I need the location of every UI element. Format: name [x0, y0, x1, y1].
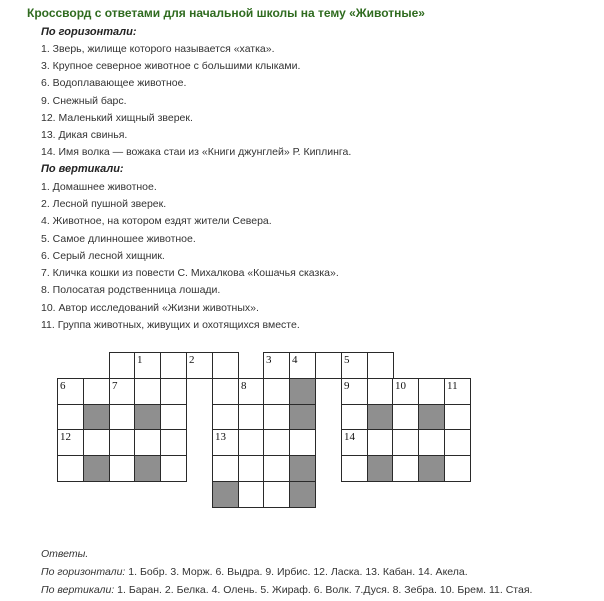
crossword-cell[interactable] — [212, 378, 239, 405]
crossword-cell[interactable] — [83, 404, 110, 431]
crossword-cell-numbered[interactable] — [57, 429, 84, 456]
answers-down-text: 1. Баран. 2. Белка. 4. Олень. 5. Жираф. 6. Волк. 7.Дуся. 8. Зебра. 10. Брем. 11. Стая. — [117, 584, 533, 596]
crossword-cell-numbered[interactable] — [212, 429, 239, 456]
crossword-cell-numbered[interactable] — [263, 352, 290, 379]
crossword-cell[interactable] — [444, 429, 471, 456]
down-clue: 4. Животное, на котором ездят жители Севера. — [41, 215, 272, 227]
crossword-cell[interactable] — [418, 378, 445, 405]
crossword-cell[interactable] — [134, 404, 161, 431]
down-clue: 5. Самое длинношее животное. — [41, 233, 196, 245]
crossword-cell-numbered[interactable] — [57, 378, 84, 405]
crossword-cell[interactable] — [367, 429, 394, 456]
crossword-cell[interactable] — [392, 429, 419, 456]
crossword-cell[interactable] — [418, 404, 445, 431]
crossword-cell[interactable] — [160, 455, 187, 482]
cell-number: 10 — [395, 380, 406, 392]
across-clue: 12. Маленький хищный зверек. — [41, 112, 193, 124]
crossword-cell[interactable] — [367, 352, 394, 379]
crossword-cell[interactable] — [160, 429, 187, 456]
cell-number: 14 — [344, 431, 355, 443]
crossword-cell[interactable] — [289, 481, 316, 508]
cell-number: 11 — [447, 380, 458, 392]
crossword-cell[interactable] — [238, 455, 265, 482]
cell-number: 7 — [112, 380, 118, 392]
crossword-cell[interactable] — [392, 455, 419, 482]
crossword-cell[interactable] — [263, 404, 290, 431]
crossword-cell-numbered[interactable] — [341, 429, 368, 456]
down-clue: 2. Лесной пушной зверек. — [41, 198, 167, 210]
cell-number: 3 — [266, 354, 272, 366]
crossword-cell[interactable] — [57, 404, 84, 431]
cell-number: 2 — [189, 354, 195, 366]
crossword-cell[interactable] — [109, 404, 136, 431]
crossword-cell[interactable] — [212, 352, 239, 379]
cell-number: 12 — [60, 431, 71, 443]
answers-down-label: По вертикали: — [41, 584, 115, 596]
crossword-cell[interactable] — [444, 455, 471, 482]
crossword-cell[interactable] — [212, 455, 239, 482]
crossword-cell[interactable] — [83, 378, 110, 405]
crossword-cell[interactable] — [160, 378, 187, 405]
answers-across-text: 1. Бобр. 3. Морж. 6. Выдра. 9. Ирбис. 12. Ласка. 13. Кабан. 14. Акела. — [128, 566, 468, 578]
crossword-cell-numbered[interactable] — [341, 352, 368, 379]
down-clue: 10. Автор исследований «Жизни животных». — [41, 302, 259, 314]
down-clue: 11. Группа животных, живущих и охотящихся вместе. — [41, 319, 300, 331]
crossword-cell[interactable] — [109, 455, 136, 482]
crossword-cell-numbered[interactable] — [238, 378, 265, 405]
across-clue: 9. Снежный барс. — [41, 95, 127, 107]
page-title: Кроссворд с ответами для начальной школы на тему «Животные» — [27, 6, 425, 20]
down-clue: 6. Серый лесной хищник. — [41, 250, 165, 262]
crossword-cell[interactable] — [83, 429, 110, 456]
answers-across — [41, 566, 468, 578]
answers-down — [41, 584, 532, 596]
crossword-cell[interactable] — [289, 455, 316, 482]
crossword-cell[interactable] — [109, 429, 136, 456]
crossword-cell[interactable] — [238, 481, 265, 508]
crossword-cell[interactable] — [367, 455, 394, 482]
crossword-cell[interactable] — [160, 404, 187, 431]
crossword-cell[interactable] — [367, 378, 394, 405]
crossword-cell[interactable] — [134, 429, 161, 456]
cell-number: 13 — [215, 431, 226, 443]
down-clue: 7. Кличка кошки из повести С. Михалкова «Кошачья сказка». — [41, 267, 339, 279]
cell-number: 6 — [60, 380, 66, 392]
crossword-cell-numbered[interactable] — [392, 378, 419, 405]
crossword-cell[interactable] — [212, 481, 239, 508]
crossword-cell[interactable] — [341, 455, 368, 482]
across-clue: 3. Крупное северное животное с большими клыками. — [41, 60, 301, 72]
crossword-cell[interactable] — [134, 378, 161, 405]
crossword-cell-numbered[interactable] — [341, 378, 368, 405]
crossword-cell[interactable] — [263, 481, 290, 508]
crossword-cell[interactable] — [160, 352, 187, 379]
crossword-cell-numbered[interactable] — [109, 378, 136, 405]
crossword-cell[interactable] — [83, 455, 110, 482]
answers-title: Ответы. — [41, 548, 89, 560]
crossword-cell-numbered[interactable] — [186, 352, 213, 379]
cell-number: 4 — [292, 354, 298, 366]
crossword-cell[interactable] — [289, 429, 316, 456]
crossword-cell[interactable] — [367, 404, 394, 431]
cell-number: 9 — [344, 380, 350, 392]
crossword-cell[interactable] — [263, 455, 290, 482]
crossword-cell[interactable] — [134, 455, 161, 482]
crossword-cell[interactable] — [57, 455, 84, 482]
cell-number: 8 — [241, 380, 247, 392]
crossword-cell[interactable] — [212, 404, 239, 431]
across-heading: По горизонтали: — [41, 26, 137, 38]
crossword-cell[interactable] — [341, 404, 368, 431]
crossword-cell[interactable] — [289, 404, 316, 431]
crossword-cell[interactable] — [238, 429, 265, 456]
cell-number: 5 — [344, 354, 350, 366]
cell-number: 1 — [137, 354, 143, 366]
down-clue: 8. Полосатая родственница лошади. — [41, 284, 221, 296]
crossword-cell[interactable] — [392, 404, 419, 431]
crossword-cell[interactable] — [263, 429, 290, 456]
crossword-cell[interactable] — [418, 455, 445, 482]
crossword-cell-numbered[interactable] — [134, 352, 161, 379]
crossword-cell[interactable] — [315, 352, 342, 379]
crossword-cell[interactable] — [418, 429, 445, 456]
crossword-cell[interactable] — [289, 378, 316, 405]
crossword-cell-numbered[interactable] — [444, 378, 471, 405]
down-clue: 1. Домашнее животное. — [41, 181, 157, 193]
crossword-cell[interactable] — [238, 404, 265, 431]
answers-across-label: По горизонтали: — [41, 566, 126, 578]
crossword-cell[interactable] — [109, 352, 136, 379]
across-clue: 14. Имя волка — вожака стаи из «Книги джунглей» Р. Киплинга. — [41, 146, 352, 158]
crossword-cell[interactable] — [444, 404, 471, 431]
crossword-cell-numbered[interactable] — [289, 352, 316, 379]
across-clue: 6. Водоплавающее животное. — [41, 77, 187, 89]
across-clue: 1. Зверь, жилище которого называется «хатка». — [41, 43, 275, 55]
crossword-cell[interactable] — [263, 378, 290, 405]
across-clue: 13. Дикая свинья. — [41, 129, 128, 141]
down-heading: По вертикали: — [41, 163, 124, 175]
